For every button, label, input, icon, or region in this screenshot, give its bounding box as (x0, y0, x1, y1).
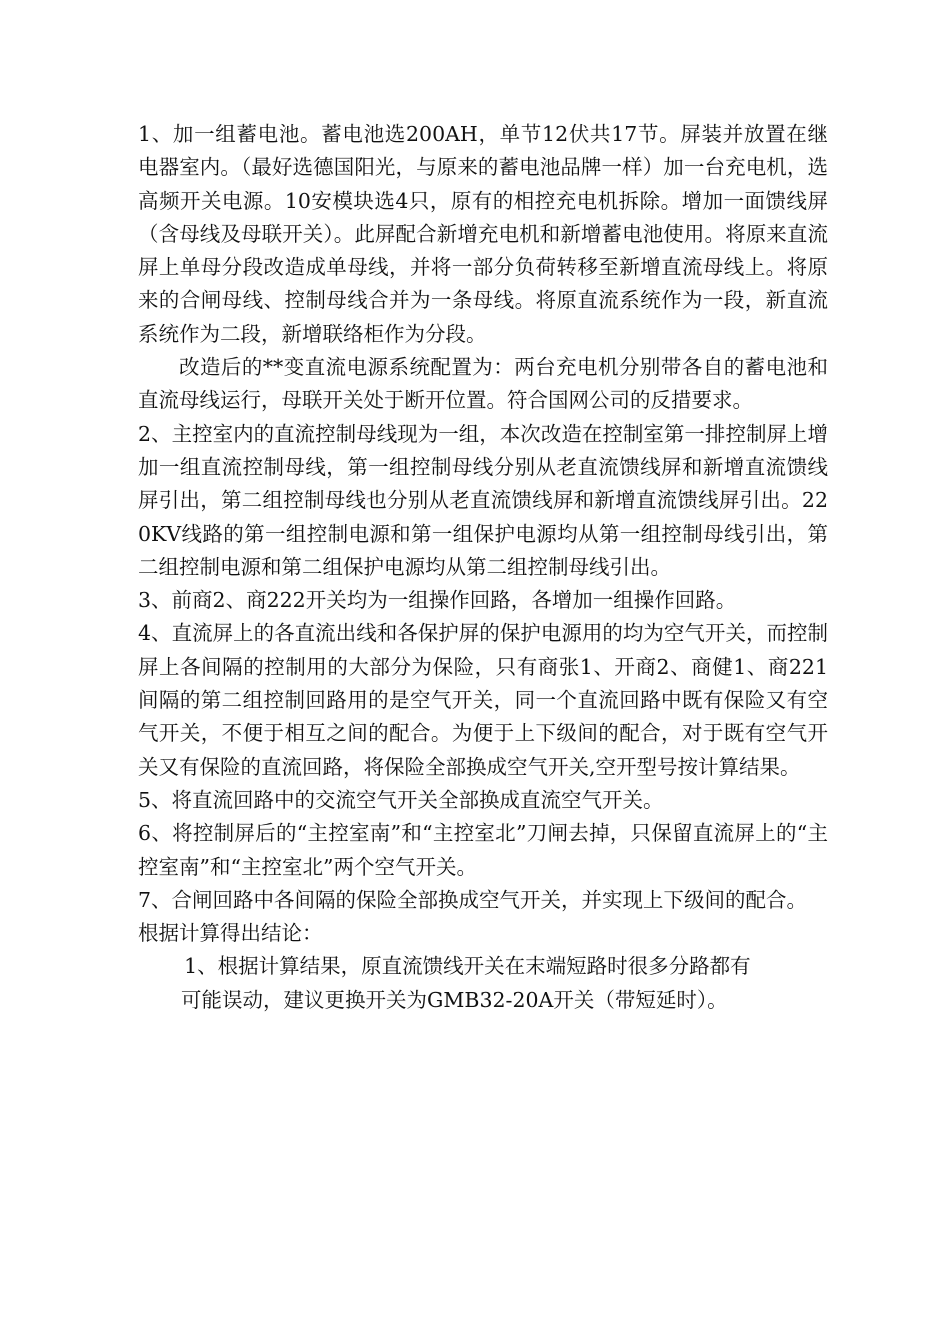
paragraph-config-summary: 改造后的**变直流电源系统配置为：两台充电机分别带各自的蓄电池和直流母线运行，母联开关处于断开位置。符合国网公司的反措要求。 (138, 355, 828, 413)
document-page (138, 118, 828, 1017)
paragraph-item-4: 4、直流屏上的各直流出线和各保护屏的保护电源用的均为空气开关，而控制屏上各间隔的控制用的大部分为保险，只有商张1、开商2、商健1、商221间隔的第二组控制回路用的是空气开关，同一个直流回路中既有保险又有空气开关，不便于相互之间的配合。为便于上下级间的配合，对于既有空气开关又有保险的直流回路，将保险全部换成空气开关,空开型号按计算结果。 (138, 621, 828, 779)
conclusion-line-1: 1、根据计算结果，原直流馈线开关在末端短路时很多分路都有 (184, 954, 751, 979)
conclusion-item-1 (138, 950, 828, 1017)
conclusion-line-2: 可能误动，建议更换开关为GMB32-20A开关（带短延时）。 (181, 987, 728, 1012)
paragraph-item-1: 1、加一组蓄电池。蓄电池选200AH，单节12伏共17节。屏装并放置在继电器室内。（最好选德国阳光，与原来的蓄电池品牌一样）加一台充电机，选高频开关电源。10安模块选4只，原有的相控充电机拆除。增加一面馈线屏（含母线及母联开关）。此屏配合新增充电机和新增蓄电池使用。将原来直流屏上单母分段改造成单母线，并将一部分负荷转移至新增直流母线上。将原来的合闸母线、控制母线合并为一条母线。将原直流系统作为一段，新直流系统作为二段，新增联络柜作为分段。 (138, 122, 828, 346)
paragraph-item-3: 3、前商2、商222开关均为一组操作回路，各增加一组操作回路。 (138, 588, 737, 613)
paragraph-item-6: 6、将控制屏后的“主控室南”和“主控室北”刀闸去掉，只保留直流屏上的“主控室南”和“主控室北”两个空气开关。 (138, 821, 828, 879)
paragraph-item-7: 7、合闸回路中各间隔的保险全部换成空气开关，并实现上下级间的配合。 (138, 887, 808, 912)
paragraph-item-5: 5、将直流回路中的交流空气开关全部换成直流空气开关。 (138, 787, 664, 812)
paragraph-item-2: 2、主控室内的直流控制母线现为一组，本次改造在控制室第一排控制屏上增加一组直流控制母线，第一组控制母线分别从老直流馈线屏和新增直流馈线屏引出，第二组控制母线也分别从老直流馈线屏和新增直流馈线屏引出。220KV线路的第一组控制电源和第一组保护电源均从第一组控制母线引出，第二组控制电源和第二组保护电源均从第二组控制母线引出。 (138, 421, 828, 579)
conclusion-heading: 根据计算得出结论： (138, 921, 323, 946)
